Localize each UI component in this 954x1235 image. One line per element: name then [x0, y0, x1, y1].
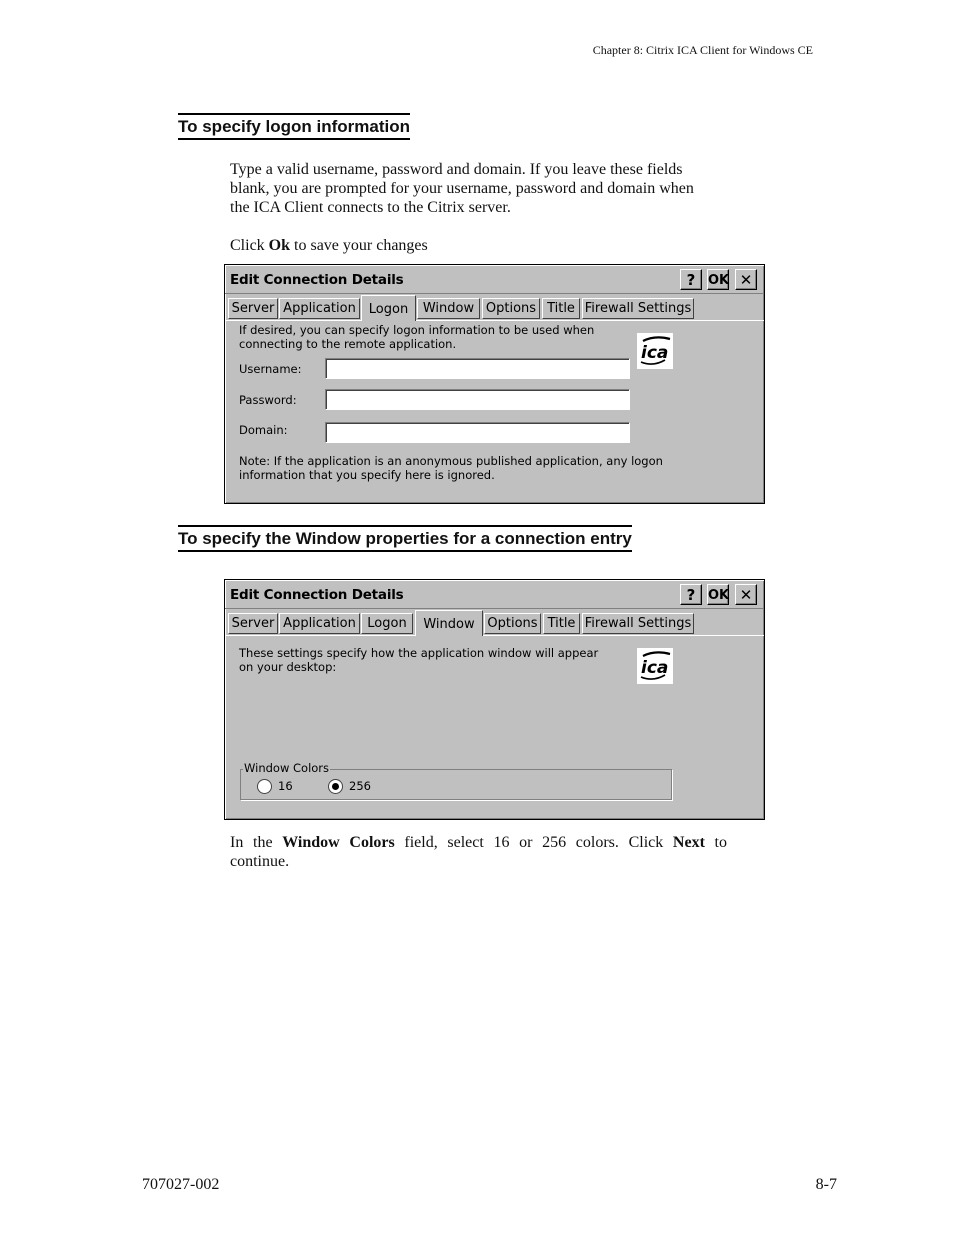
text-run: to	[704, 834, 728, 851]
tab-window[interactable]: Window	[415, 610, 483, 636]
tab-server[interactable]: Server	[228, 613, 278, 634]
tab-options[interactable]: Options	[484, 613, 541, 634]
ok-term: Ok	[268, 237, 291, 254]
radio-256-label: 256	[349, 779, 371, 793]
text-run: Click	[230, 237, 269, 254]
tab-application[interactable]: Application	[279, 298, 360, 319]
password-field[interactable]	[325, 389, 630, 410]
paragraph-line: Type a valid username, password and domain. If you leave these fields	[230, 161, 683, 178]
help-button[interactable]: ?	[680, 269, 702, 290]
document-number: 707027-002	[142, 1176, 220, 1193]
close-button[interactable]: ✕	[735, 584, 757, 605]
running-head: Chapter 8: Citrix ICA Client for Windows CE	[592, 43, 813, 57]
logo-text: ica	[641, 343, 669, 363]
instruction-line	[230, 833, 727, 852]
tab-divider	[225, 635, 764, 636]
tab-firewall-settings[interactable]: Firewall Settings	[582, 613, 694, 634]
intro-line: connecting to the remote application.	[239, 337, 457, 351]
window-colors-group	[240, 761, 672, 800]
dialog-title: Edit Connection Details	[230, 272, 404, 288]
logo-text: ica	[641, 658, 669, 678]
edit-connection-dialog-window	[224, 579, 765, 820]
page-number: 8-7	[815, 1176, 837, 1193]
dialog-titlebar	[225, 265, 764, 294]
tab-options[interactable]: Options	[482, 298, 540, 319]
text-run: In the	[230, 834, 283, 851]
logon-instructions	[230, 160, 727, 217]
window-colors-instructions	[230, 833, 727, 871]
section-heading-logon: To specify logon information	[178, 113, 410, 140]
domain-field[interactable]	[325, 422, 630, 443]
tab-firewall-settings[interactable]: Firewall Settings	[582, 298, 694, 319]
section-heading-window: To specify the Window properties for a connection entry	[178, 525, 632, 552]
tab-title[interactable]: Title	[543, 613, 580, 634]
tab-window[interactable]: Window	[417, 298, 480, 319]
close-button[interactable]: ✕	[735, 269, 757, 290]
logon-note-text	[239, 454, 663, 482]
note-line: Note: If the application is an anonymous published application, any logon	[239, 454, 663, 468]
next-term: Next	[672, 834, 705, 851]
radio-16-colors[interactable]	[257, 779, 272, 794]
dialog-title: Edit Connection Details	[230, 587, 404, 603]
ok-button[interactable]: OK	[707, 269, 729, 290]
paragraph-line: the ICA Client connects to the Citrix server.	[230, 199, 511, 216]
password-label: Password:	[239, 393, 297, 407]
domain-label: Domain:	[239, 423, 288, 437]
tab-logon[interactable]: Logon	[361, 613, 413, 634]
intro-line: If desired, you can specify logon information to be used when	[239, 323, 595, 337]
help-button[interactable]: ?	[680, 584, 702, 605]
ica-logo-icon	[637, 333, 673, 369]
instruction-line: continue.	[230, 853, 290, 870]
intro-line: These settings specify how the application window will appear	[239, 646, 599, 660]
dialog-titlebar	[225, 580, 764, 609]
edit-connection-dialog-logon	[224, 264, 765, 504]
tab-title[interactable]: Title	[542, 298, 580, 319]
radio-selected-dot	[332, 783, 339, 790]
window-colors-legend: Window Colors	[244, 761, 330, 775]
radio-16-label: 16	[278, 779, 293, 793]
note-line: information that you specify here is ignored.	[239, 468, 495, 482]
tab-logon[interactable]: Logon	[361, 295, 416, 321]
window-colors-term: Window Colors	[282, 834, 395, 851]
username-label: Username:	[239, 362, 302, 376]
username-field[interactable]	[325, 358, 630, 379]
text-run: to save your changes	[290, 237, 428, 254]
logon-intro-text	[239, 323, 594, 351]
tab-server[interactable]: Server	[228, 298, 278, 319]
intro-line: on your desktop:	[239, 660, 337, 674]
text-run: field, select 16 or 256 colors. Click	[394, 834, 673, 851]
tab-divider	[225, 320, 764, 321]
click-ok-instruction	[230, 236, 727, 255]
ok-button[interactable]: OK	[707, 584, 729, 605]
radio-256-colors[interactable]	[328, 779, 343, 794]
tab-application[interactable]: Application	[279, 613, 360, 634]
ica-logo-icon	[637, 648, 673, 684]
paragraph-line: blank, you are prompted for your username, password and domain when	[230, 180, 694, 197]
window-intro-text	[239, 646, 598, 674]
